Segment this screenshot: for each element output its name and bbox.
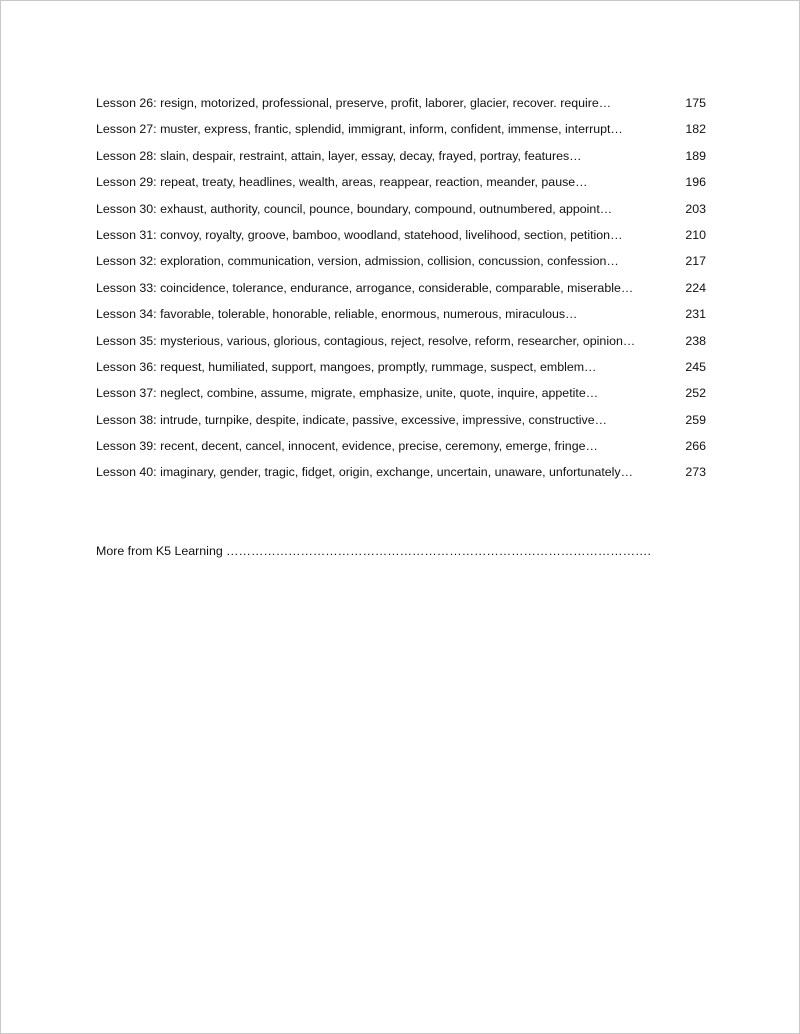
toc-page-number: 273 [685, 465, 706, 480]
toc-entry-text: Lesson 30: exhaust, authority, council, pounce, boundary, compound, outnumbered, appoint… [96, 201, 613, 216]
toc-row [96, 438, 708, 464]
toc-page-number: 217 [685, 254, 706, 269]
toc-page-number: 266 [685, 439, 706, 454]
toc-row [96, 253, 708, 279]
toc-row [96, 464, 708, 490]
toc-page-number: 175 [685, 96, 706, 110]
toc-page-number: 224 [685, 280, 706, 295]
toc-row [96, 121, 708, 147]
toc-row [96, 95, 708, 121]
toc-row [96, 201, 708, 227]
more-from-k5-entry: More from K5 Learning …………………………………………………………………………………………. [96, 544, 651, 558]
toc-entry-text: Lesson 34: favorable, tolerable, honorable, reliable, enormous, numerous, miraculous… [96, 307, 578, 322]
toc-entry-text: Lesson 33: coincidence, tolerance, endurance, arrogance, considerable, comparable, miserable… [96, 280, 634, 295]
toc-page-number: 182 [685, 122, 706, 137]
toc-page-number: 259 [685, 412, 706, 427]
toc-entry-text: Lesson 29: repeat, treaty, headlines, wealth, areas, reappear, reaction, meander, pause… [96, 175, 588, 190]
toc-row [96, 227, 708, 253]
toc-entry-text: Lesson 36: request, humiliated, support, mangoes, promptly, rummage, suspect, emblem… [96, 359, 597, 374]
toc-entry-text: Lesson 37: neglect, combine, assume, migrate, emphasize, unite, quote, inquire, appetite… [96, 386, 599, 401]
toc-page-number: 252 [685, 386, 706, 401]
toc-page-number: 196 [685, 175, 706, 190]
toc-entry-text: Lesson 27: muster, express, frantic, splendid, immigrant, inform, confident, immense, interrupt… [96, 122, 623, 137]
toc-page-number: 189 [685, 148, 706, 163]
toc-row [96, 280, 708, 306]
toc-page-number: 210 [685, 227, 706, 242]
toc-entry-text: Lesson 26: resign, motorized, professional, preserve, profit, laborer, glacier, recover. require… [96, 96, 612, 110]
toc-entry-text: Lesson 35: mysterious, various, glorious, contagious, reject, resolve, reform, researcher, opinion… [96, 333, 636, 348]
toc-entry-text: Lesson 40: imaginary, gender, tragic, fidget, origin, exchange, uncertain, unaware, unfortunately… [96, 465, 634, 480]
toc-page-number: 245 [685, 359, 706, 374]
toc-row [96, 385, 708, 411]
table-of-contents [96, 95, 708, 491]
toc-entry-text: Lesson 38: intrude, turnpike, despite, indicate, passive, excessive, impressive, constructive… [96, 412, 608, 427]
toc-row [96, 148, 708, 174]
toc-page-number: 231 [685, 307, 706, 322]
toc-row [96, 306, 708, 332]
toc-row [96, 174, 708, 200]
toc-entry-text: Lesson 32: exploration, communication, version, admission, collision, concussion, confession… [96, 254, 619, 269]
toc-entry-text: Lesson 39: recent, decent, cancel, innocent, evidence, precise, ceremony, emerge, fringe… [96, 439, 598, 454]
toc-row [96, 412, 708, 438]
toc-page-number: 238 [685, 333, 706, 348]
toc-entry-text: Lesson 31: convoy, royalty, groove, bamboo, woodland, statehood, livelihood, section, petition… [96, 227, 623, 242]
toc-row [96, 359, 708, 385]
toc-page-number: 203 [685, 201, 706, 216]
toc-row [96, 333, 708, 359]
toc-entry-text: Lesson 28: slain, despair, restraint, attain, layer, essay, decay, frayed, portray, features… [96, 148, 582, 163]
